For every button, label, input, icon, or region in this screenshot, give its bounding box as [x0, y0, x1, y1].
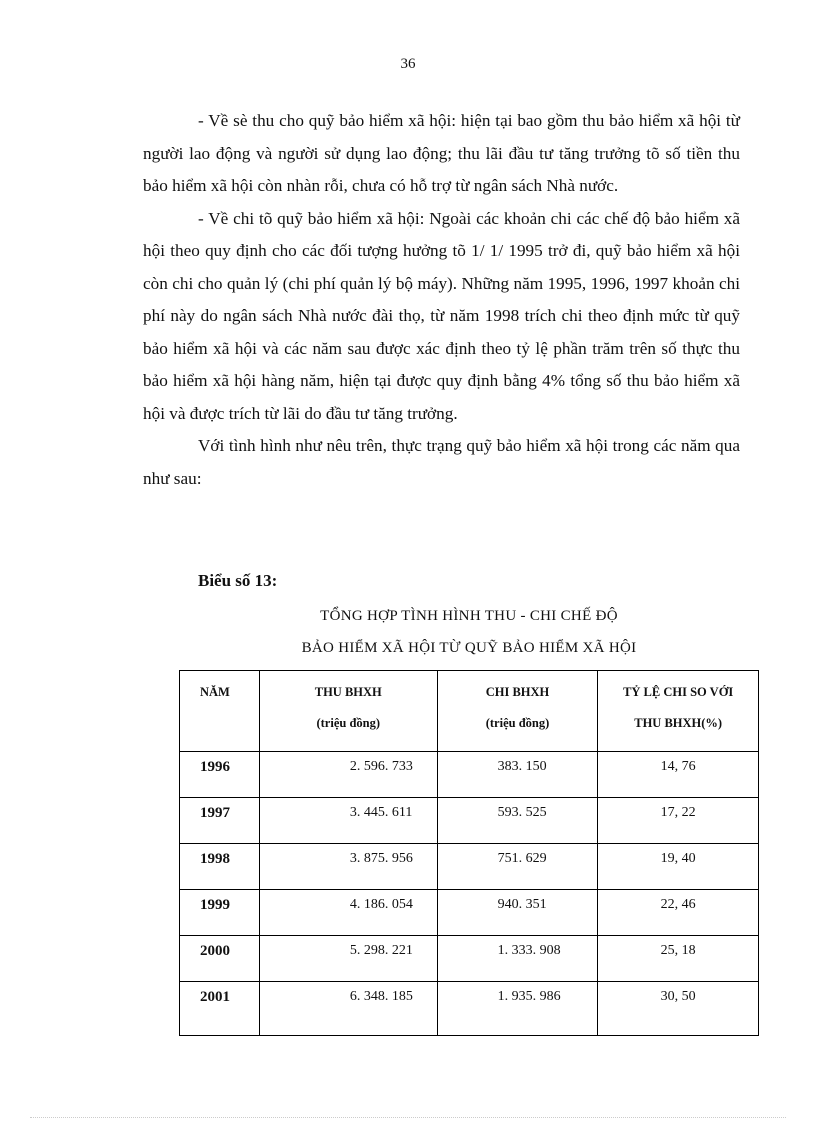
cell-expense: 940. 351: [437, 890, 598, 936]
paragraph-expense: - Về chi tõ quỹ bảo hiểm xã hội: Ngoài các khoản chi các chế độ bảo hiểm xã hội theo quy định cho các đối tượng hưởng tõ 1/ 1/ 1995 trở đi, quỹ bảo hiểm xã hội còn chi cho quản lý (chi phí quản lý bộ máy). Những năm 1995, 1996, 1997 khoản chi phí này do ngân sách Nhà nước đài thọ, từ năm 1998 trích chi theo định mức từ quỹ bảo hiểm xã hội và các năm sau được xác định theo tỷ lệ phần trăm trên số thực thu bảo hiểm xã hội hàng năm, hiện tại được quy định bằng 4% tổng số thu bảo hiểm xã hội và được trích từ lãi do đầu tư tăng trưởng.: [143, 208, 740, 423]
cell-ratio: 19, 40: [598, 844, 759, 890]
cell-revenue: 3. 875. 956: [259, 844, 437, 890]
table-row: [180, 982, 759, 1036]
cell-year: 1997: [180, 798, 260, 844]
header-revenue-label: THU BHXH: [314, 685, 382, 699]
header-expense: [437, 671, 598, 752]
header-year-label: NĂM: [200, 685, 230, 699]
cell-ratio: 22, 46: [598, 890, 759, 936]
cell-year: 1998: [180, 844, 260, 890]
cell-revenue: 6. 348. 185: [259, 982, 437, 1036]
cell-year: 1996: [180, 752, 260, 798]
body-text: [143, 105, 740, 495]
cell-year: 1999: [180, 890, 260, 936]
table-row: [180, 844, 759, 890]
table-header-row: [180, 671, 759, 752]
paragraph-situation: Với tình hình như nêu trên, thực trạng quỹ bảo hiểm xã hội trong các năm qua như sau:: [143, 436, 740, 488]
cell-expense: 593. 525: [437, 798, 598, 844]
page-footer-divider: [30, 1117, 786, 1118]
header-ratio: [598, 671, 759, 752]
table-heading: Biểu số 13:: [198, 571, 278, 590]
cell-revenue: 3. 445. 611: [259, 798, 437, 844]
header-revenue: [259, 671, 437, 752]
cell-revenue: 2. 596. 733: [259, 752, 437, 798]
cell-ratio: 17, 22: [598, 798, 759, 844]
header-expense-label: CHI BHXH: [485, 685, 550, 699]
cell-year: 2000: [180, 936, 260, 982]
cell-expense: 1. 333. 908: [437, 936, 598, 982]
header-ratio-unit: THU BHXH(%): [634, 716, 723, 730]
cell-expense: 383. 150: [437, 752, 598, 798]
header-year: [180, 671, 260, 752]
page-number: 36: [400, 56, 416, 72]
table-row: [180, 936, 759, 982]
header-expense-unit: (triệu đồng): [485, 716, 550, 730]
cell-revenue: 4. 186. 054: [259, 890, 437, 936]
cell-ratio: 14, 76: [598, 752, 759, 798]
cell-ratio: 30, 50: [598, 982, 759, 1036]
table-title-line-2: BẢO HIỂM XÃ HỘI TỪ QUỸ BẢO HIỂM XÃ HỘI: [301, 640, 637, 656]
table-row: [180, 890, 759, 936]
cell-year: 2001: [180, 982, 260, 1036]
cell-revenue: 5. 298. 221: [259, 936, 437, 982]
header-revenue-unit: (triệu đồng): [316, 716, 381, 730]
cell-expense: 751. 629: [437, 844, 598, 890]
table-row: [180, 798, 759, 844]
data-table: [179, 670, 759, 1036]
cell-expense: 1. 935. 986: [437, 982, 598, 1036]
paragraph-revenue: - Về sè thu cho quỹ bảo hiểm xã hội: hiện tại bao gồm thu bảo hiểm xã hội từ người lao động và người sử dụng lao động; thu lãi đầu tư tăng trưởng tõ số tiền thu bảo hiểm xã hội còn nhàn rỗi, chưa có hỗ trợ từ ngân sách Nhà nước.: [143, 111, 740, 195]
header-ratio-label: TỶ LỆ CHI SO VỚI: [623, 685, 734, 699]
cell-ratio: 25, 18: [598, 936, 759, 982]
table-row: [180, 752, 759, 798]
table-title-line-1: TỔNG HỢP TÌNH HÌNH THU - CHI CHẾ ĐỘ: [320, 608, 618, 624]
